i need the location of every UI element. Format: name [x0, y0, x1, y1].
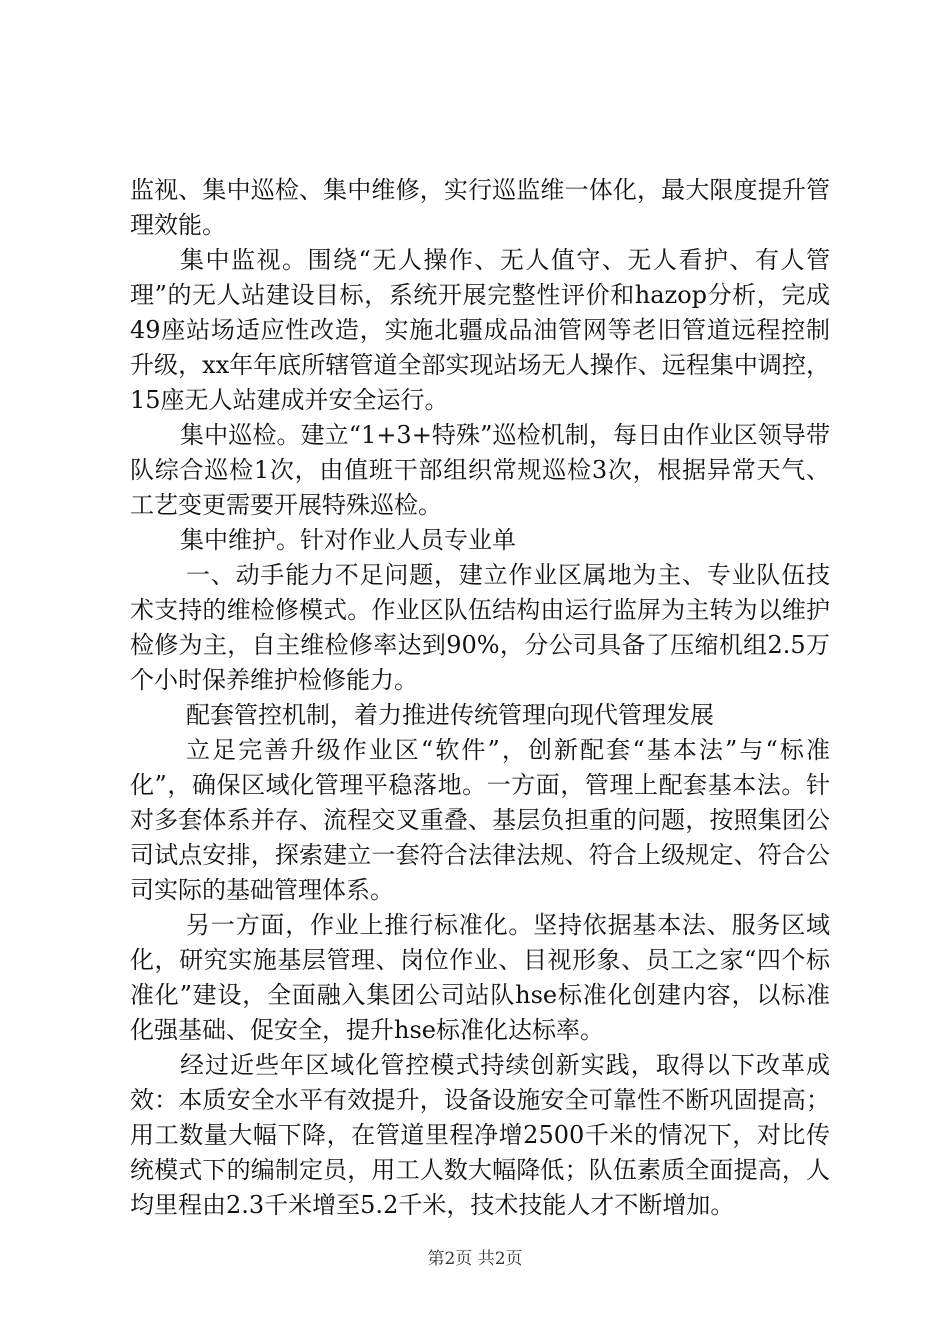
- paragraph-results: 经过近些年区域化管控模式持续创新实践，取得以下改革成效：本质安全水平有效提升，设备设施安全可靠性不断巩固提高；用工数量大幅下降，在管道里程净增2500千米的情况下，对比传统模式下的编制定员，用工人数大幅降低；队伍素质全面提高，人均里程由2.3千米增至5.2千米，技术技能人才不断增加。: [130, 1051, 830, 1219]
- paragraph-section-heading: 配套管控机制，着力推进传统管理向现代管理发展: [186, 701, 714, 729]
- paragraph-standardization: 另一方面，作业上推行标准化。坚持依据基本法、服务区域化，研究实施基层管理、岗位作业、目视形象、员工之家“四个标准化”建设，全面融入集团公司站队hse标准化创建内容，以标准化强基础、促安全，提升hse标准化达标率。: [130, 911, 830, 1044]
- paragraph-basic-law: 立足完善升级作业区“软件”，创新配套“基本法”与“标准化”，确保区域化管理平稳落地。一方面，管理上配套基本法。针对多套体系并存、流程交叉重叠、基层负担重的问题，按照集团公司试点安排，探索建立一套符合法律法规、符合上级规定、符合公司实际的基础管理体系。: [130, 736, 830, 904]
- paragraph-centralized-inspection: 集中巡检。建立“1+3+特殊”巡检机制，每日由作业区领导带队综合巡检1次，由值班干部组织常规巡检3次，根据异常天气、工艺变更需要开展特殊巡检。: [130, 421, 830, 519]
- paragraph-maintenance-model: 一、动手能力不足问题，建立作业区属地为主、专业队伍技术支持的维检修模式。作业区队伍结构由运行监屏为主转为以维护检修为主，自主维检修率达到90%，分公司具备了压缩机组2.5万个小时保养维护检修能力。: [130, 561, 830, 694]
- page-number-footer: 第2页 共2页: [427, 1249, 523, 1269]
- paragraph-centralized-maintenance: 集中维护。针对作业人员专业单: [180, 526, 516, 554]
- paragraph-centralized-monitoring: 集中监视。围绕“无人操作、无人值守、无人看护、有人管理”的无人站建设目标，系统开展完整性评价和hazop分析，完成49座站场适应性改造，实施北疆成品油管网等老旧管道远程控制升级，xx年年底所辖管道全部实现站场无人操作、远程集中调控，15座无人站建成并安全运行。: [130, 246, 830, 414]
- paragraph-continuation: 监视、集中巡检、集中维修，实行巡监维一体化，最大限度提升管理效能。: [130, 176, 830, 239]
- document-body: [130, 173, 830, 1223]
